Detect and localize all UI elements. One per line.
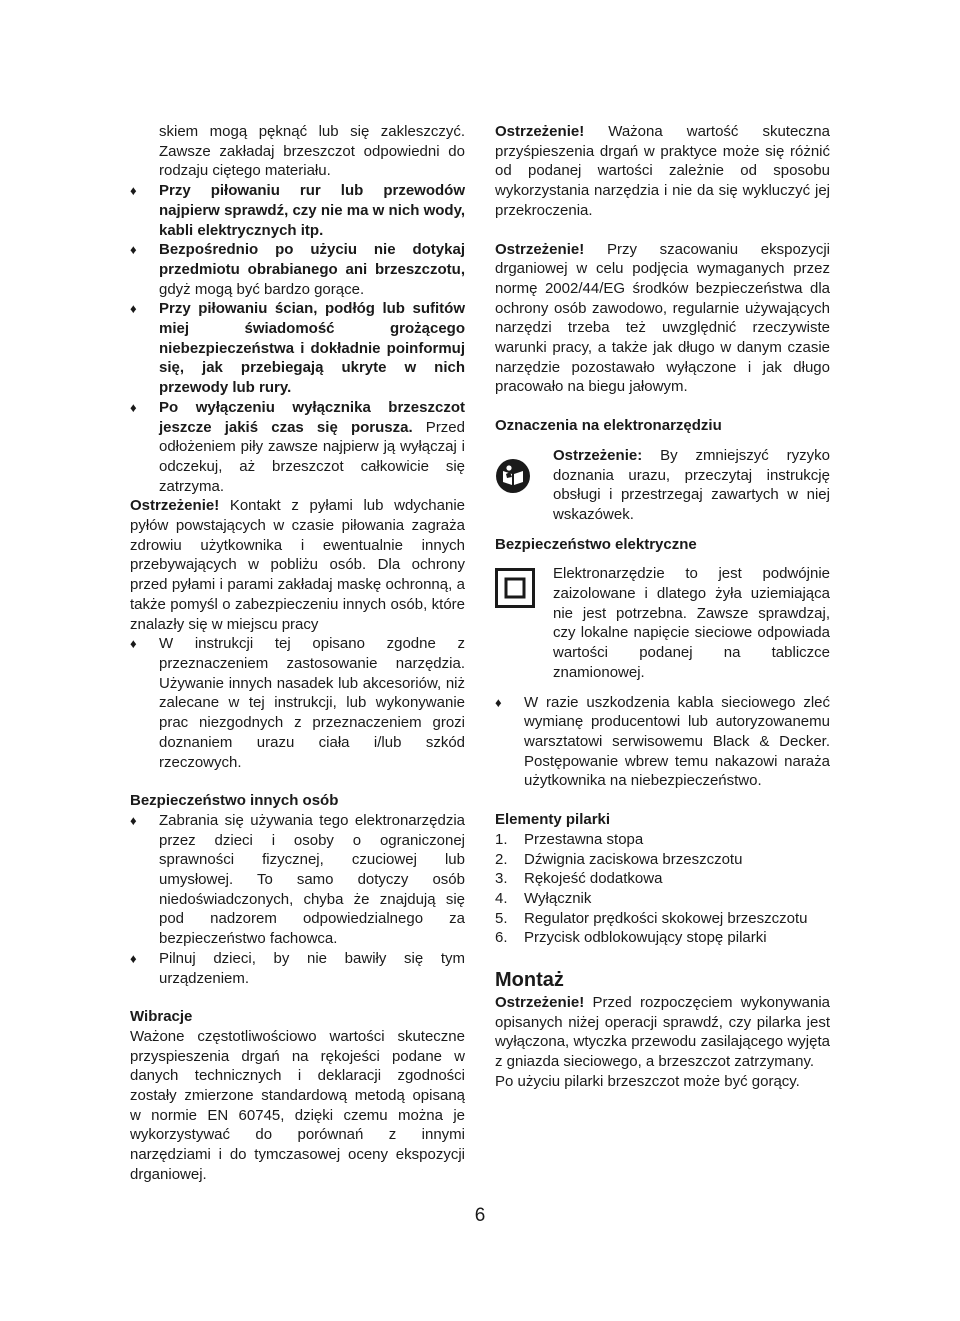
bullet-blade-bold: Po wyłączeniu wyłącznika brzeszczot jeszcze jakiś czas się porusza. [159,398,465,436]
bullet-children-use: ♦ Zabrania się używania tego elektronarzędzia przez dzieci i osoby o ograniczonej sprawności fizycznej, czuciowej lub umysłowej. To samo dotyczy osób niedoświadczonych, chyba że znajdują się pod nadzorem odpowiedzialnego za bezpieczeństwo fachowca. [130,811,465,949]
list-item [495,869,830,889]
bullet-children-play: ♦ Pilnuj dzieci, by nie bawiły się tym urządzeniem. [130,949,465,988]
warning-text: Przy szacowaniu ekspozycji drganiowej w celu podjęcia wymaganych przez normę 2002/44/EG środków bezpieczeństwa dla ochrony osób zawodowo, regularnie używających narzędzi trzeba też uwzględnić rzeczywiste warunki pracy, a także jak długo w danym czasie narzędzie pozostawało wyłączone i jak długo pracowało na biegu jałowym. [495,240,830,396]
list-item [495,928,830,948]
bullet-intended-use: ♦ W instrukcji tej opisano zgodne z przeznaczeniem zastosowanie narzędzia. Używanie innych nasadek lub akcesoriów, niż zalecane w tej instrukcji, lub wykonywanie prac niezgodnych z przeznaczeniem grozi doznaniem urazu ciała i/lub szkód rzeczowych. [130,634,465,772]
bullet-blade [130,398,465,497]
bullet-hot [130,240,465,299]
spacer [495,221,830,240]
bullet-pipes: ♦ Przy piłowaniu rur lub przewodów najpierw sprawdź, czy nie ma w nich wody, kabli elektrycznych itp. [130,181,465,240]
heading-assembly: Montaż [495,969,564,992]
item-text: Przycisk odblokowujący stopę pilarki [524,929,767,947]
right-column [495,122,830,1092]
spacer [495,436,830,446]
list-item [495,830,830,850]
read-manual-icon [495,446,553,500]
heading-electrical-safety: Bezpieczeństwo elektryczne [495,535,697,553]
heading-others-safety: Bezpieczeństwo innych osób [130,792,339,810]
bullet-hot-bold: Bezpośrednio po użyciu nie dotykaj przedmiotu obrabianego ani brzeszczotu, [159,241,465,278]
marking-warning-text: By zmniejszyć ryzyko doznania urazu, przeczytaj instrukcję obsługi i przestrzegaj zawartych w niej wskazówek. [553,446,830,523]
list-item [495,850,830,870]
item-number: 2. [495,850,508,868]
bullet-cable-damage: ♦ W razie uszkodzenia kabla sieciowego zleć wymianę producentowi lub autoryzowanemu warsztatowi serwisowemu Black & Decker. Postępowanie wbrew temu nakazowi naraża użytkownika na niebezpieczeństwo. [495,693,830,792]
warning-label: Ostrzeżenie! [495,240,585,258]
spacer [130,988,465,1007]
dust-warning [130,496,465,634]
assembly-warning [495,993,830,1072]
spacer [495,791,830,810]
double-insulation-icon [495,564,553,614]
page-number: 6 [474,1205,486,1226]
list-item [495,889,830,909]
heading-vibrations: Wibracje [130,1008,193,1026]
warning-text: Przed rozpoczęciem wykonywania opisanych niżej operacji sprawdź, czy pilarka jest wyłączona, wtyczka przewodu zasilającego wyjęta z gniazda sieciowego, a brzeszczot zatrzymany. [495,994,830,1071]
item-text: Regulator prędkości skokowej brzeszczotu [524,909,808,927]
read-manual-text [553,446,830,525]
item-text: Wyłącznik [524,889,592,907]
item-number: 1. [495,830,508,848]
spacer [495,948,830,967]
warning-text: Ważona wartość skuteczna przyśpieszenia drgań w praktyce może się różnić od podanej wartości zależnie od sposobu wykorzystania narzędzia i nie da się wykluczyć jej przekroczenia. [495,123,830,219]
warning-text: Kontakt z pyłami lub wdychanie pyłów powstających w czasie piłowania zagraża zdrowiu użytkownika i ewentualnie innych przebywających w pobliżu osób. Dla ochrony przed pyłami i parami zakładaj maskę ochronną, a także pomyśl o zabezpieczeniu innych osób, które znalazły się w miejscu pracy [130,497,465,633]
list-item [495,909,830,929]
item-number: 3. [495,870,508,888]
bullet-hot-rest: gdyż mogą być bardzo gorące. [159,280,365,298]
item-number: 6. [495,929,508,947]
vibration-warning-2 [495,240,830,398]
bullet-blade-rest: Przed odłożeniem piły zawsze najpierw ją wyłączaj i odczekuj, aż brzeszczot całkowicie się zatrzyma. [159,418,465,495]
warning-label: Ostrzeżenie! [130,497,220,515]
continued-text: skiem mogą pęknąć lub się zakleszczyć. Zawsze zakładaj brzeszczot odpowiedni do rodzaju ciętego materiału. [159,123,465,180]
item-text: Dźwignia zaciskowa brzeszczotu [524,850,743,868]
item-text: Rękojeść dodatkowa [524,870,663,888]
spacer [130,772,465,791]
bullet-walls: ♦ Przy piłowaniu ścian, podłóg lub sufitów miej świadomość grożącego niebezpieczeństwa i dokładnie poinformuj się, jak przebiegają ukryte w nich przewody lub rury. [130,299,465,398]
spacer [495,683,830,693]
double-insulation-row [495,564,830,682]
marking-read-manual [495,446,830,525]
assembly-note: Po użyciu pilarki brzeszczot może być gorący. [495,1072,800,1090]
left-column [130,122,465,1185]
spacer [495,397,830,416]
spacer [495,554,830,564]
heading-tool-markings: Oznaczenia na elektronarzędziu [495,417,722,435]
warning-label: Ostrzeżenie! [495,994,585,1012]
item-number: 5. [495,909,508,927]
double-insulation-text: Elektronarzędzie to jest podwójnie zaizolowane i dlatego żyła uziemiająca nie jest potrzebna. Zawsze sprawdzaj, czy lokalne napięcie sieciowe odpowiada wartości podanej na tabliczce znamionowej. [553,565,830,681]
marking-warning-label: Ostrzeżenie: [553,446,643,464]
item-number: 4. [495,889,508,907]
spacer [495,525,830,535]
heading-saw-parts: Elementy pilarki [495,811,611,829]
vibration-warning-1 [495,122,830,221]
vibrations-text: Ważone częstotliwościowo wartości skuteczne przyspieszenia drgań na rękojeści podane w danych technicznych i deklaracji zgodności zostały zmierzone standardową metodą opisaną w normie EN 60745, dzięki czemu można je wykorzystywać do porównań z innymi narzędziami i do tymczasowej oceny ekspozycji drganiowej. [130,1027,465,1183]
parts-list [495,830,830,948]
warning-label: Ostrzeżenie! [495,123,585,140]
item-text: Przestawna stopa [524,830,644,848]
